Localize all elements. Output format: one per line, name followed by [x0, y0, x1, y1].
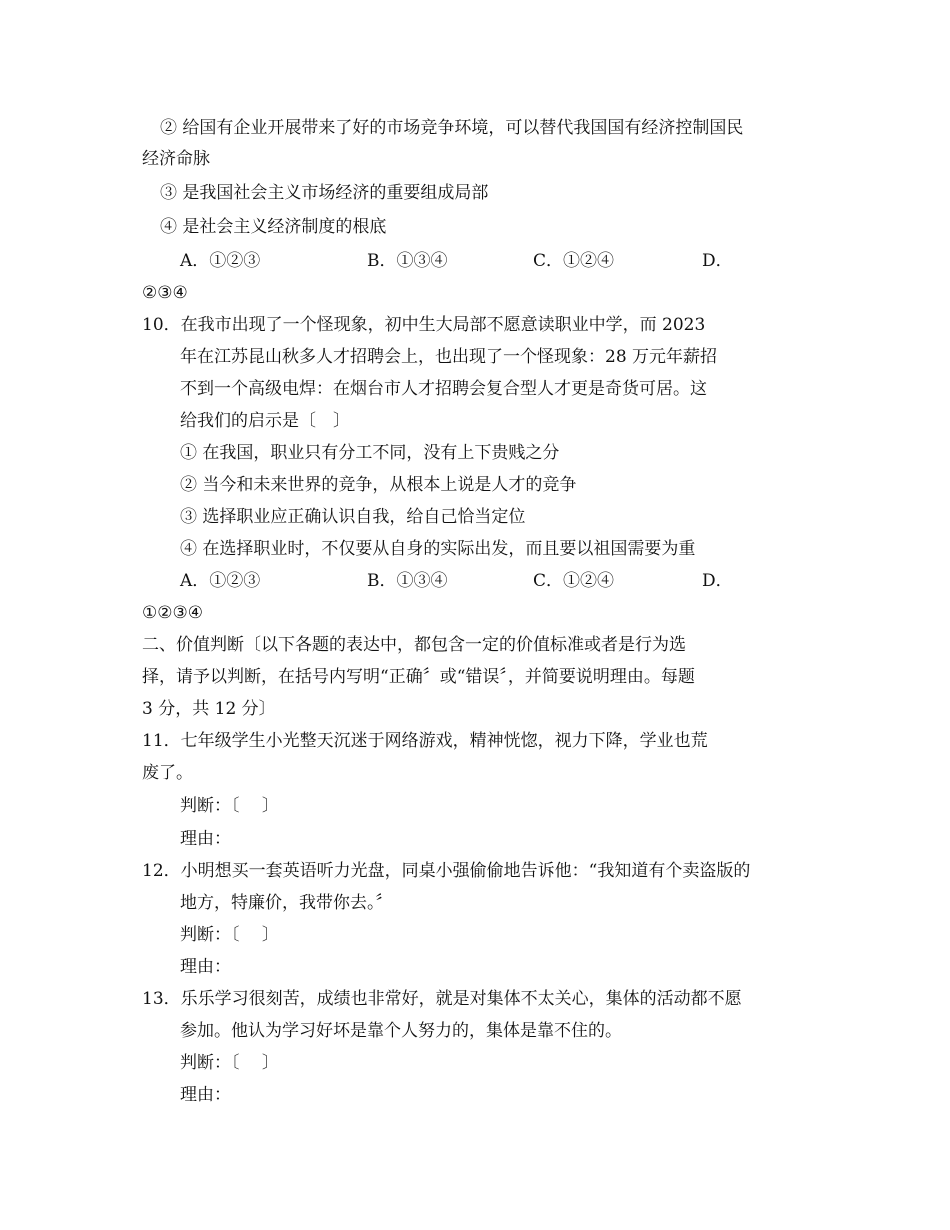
section-2-heading-line-3: 3 分，共 12 分〕 — [142, 699, 276, 719]
q9-option-a: A．①②③ — [180, 251, 261, 271]
section-2-heading-line-2: 择，请予以判断，在括号内写明“正确〞或“错误〞，并简要说明理由。每题 — [142, 667, 695, 687]
q10-option-d: D． — [702, 571, 733, 591]
q11-reason: 理由： — [180, 829, 231, 849]
q9-item-2-line-2: 经济命脉 — [142, 149, 210, 169]
q10-stem-line-2: 年在江苏昆山秋多人才招聘会上，也出现了一个怪现象：28 万元年薪招 — [180, 347, 718, 367]
q13-reason: 理由： — [180, 1085, 231, 1105]
q10-item-4: ④ 在选择职业时，不仅要从自身的实际出发，而且要以祖国需要为重 — [180, 539, 696, 559]
q11-stem-line-1: 11．七年级学生小光整天沉迷于网络游戏，精神恍惚，视力下降，学业也荒 — [142, 731, 708, 751]
q9-item-4: ④ 是社会主义经济制度的根底 — [160, 217, 387, 237]
q10-item-3: ③ 选择职业应正确认识自我，给自己恰当定位 — [180, 507, 526, 527]
q9-option-b: B．①③④ — [367, 251, 448, 271]
q11-judgment: 判断：〔 〕 — [180, 796, 279, 816]
q12-stem-line-2: 地方，特廉价，我带你去。〞 — [180, 893, 393, 913]
q9-item-2-line-1: ② 给国有企业开展带来了好的市场竞争环境，可以替代我国国有经济控制国民 — [160, 118, 744, 138]
q9-option-d-value: ②③④ — [142, 283, 188, 303]
q10-option-b: B．①③④ — [367, 571, 448, 591]
q12-stem-line-1: 12．小明想买一套英语听力光盘，同桌小强偷偷地告诉他：“我知道有个卖盗版的 — [142, 861, 751, 881]
q11-stem-line-2: 废了。 — [142, 763, 193, 783]
q10-item-2: ② 当今和未来世界的竞争，从根本上说是人才的竞争 — [180, 475, 577, 495]
q13-stem-line-2: 参加。他认为学习好坏是靠个人努力的，集体是靠不住的。 — [180, 1021, 622, 1041]
q10-stem-line-4: 给我们的启示是〔 〕 — [180, 411, 350, 431]
q10-option-a: A．①②③ — [180, 571, 261, 591]
q9-option-c: C．①②④ — [533, 251, 615, 271]
q13-stem-line-1: 13．乐乐学习很刻苦，成绩也非常好，就是对集体不太关心，集体的活动都不愿 — [142, 989, 742, 1009]
q9-item-3: ③ 是我国社会主义市场经济的重要组成局部 — [160, 183, 489, 203]
q10-stem-line-3: 不到一个高级电焊：在烟台市人才招聘会复合型人才更是奇货可居。这 — [180, 379, 707, 399]
q10-option-c: C．①②④ — [533, 571, 615, 591]
q13-judgment: 判断：〔 〕 — [180, 1053, 279, 1073]
q10-item-1: ① 在我国，职业只有分工不同，没有上下贵贱之分 — [180, 443, 560, 463]
q12-reason: 理由： — [180, 957, 231, 977]
q10-option-d-value: ①②③④ — [142, 603, 203, 623]
q10-stem-line-1: 10．在我市出现了一个怪现象，初中生大局部不愿意读职业中学，而 2023 — [142, 315, 706, 335]
q12-judgment: 判断：〔 〕 — [180, 925, 279, 945]
q9-option-d: D． — [702, 251, 733, 271]
section-2-heading-line-1: 二、价值判断〔以下各题的表达中，都包含一定的价值标准或者是行为选 — [142, 635, 686, 655]
